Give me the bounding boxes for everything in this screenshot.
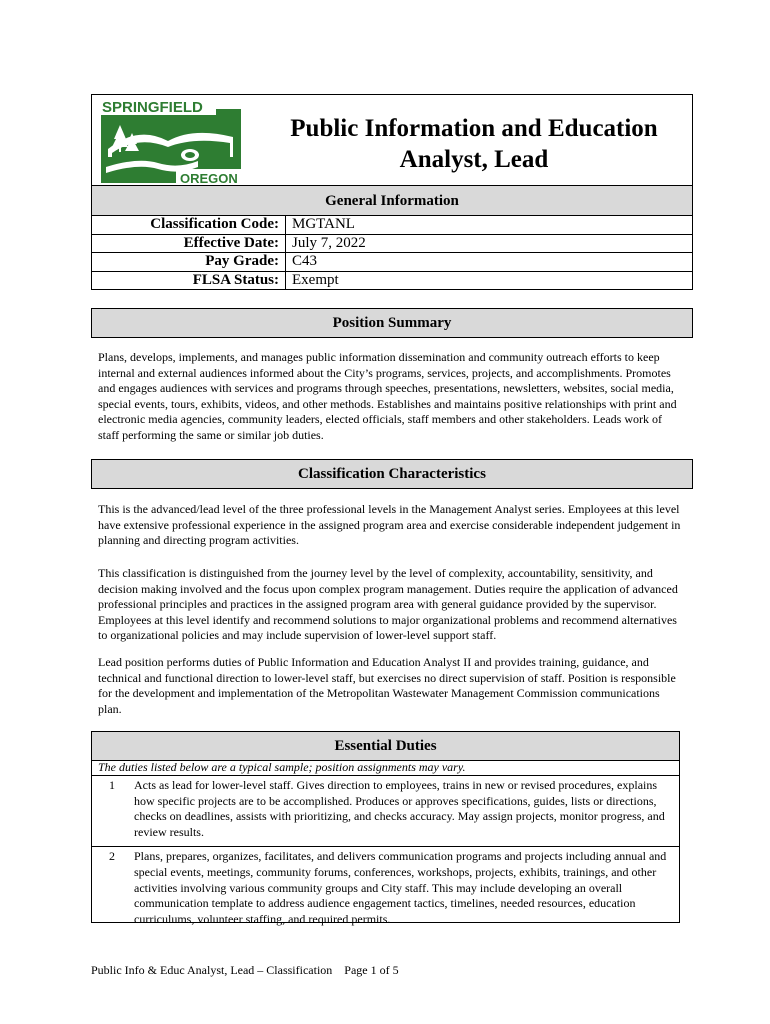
document-title: Public Information and Education Analyst, Lead	[290, 115, 658, 173]
field-label: Classification Code:	[92, 216, 286, 234]
page-number: Page 1 of 5	[344, 963, 399, 977]
field-value: Exempt	[292, 271, 339, 288]
logo-top-text: SPRINGFIELD	[102, 99, 203, 116]
duty-number: 1	[109, 778, 115, 792]
duty-row	[92, 776, 679, 846]
position-summary-heading: Position Summary	[91, 308, 693, 338]
logo-bottom-text: OREGON	[180, 171, 238, 185]
duties-note: The duties listed below are a typical sample; position assignments may vary.	[92, 760, 679, 776]
table-row	[92, 235, 692, 254]
table-row	[92, 216, 692, 235]
essential-duties-heading: Essential Duties	[91, 731, 680, 761]
duty-number: 2	[109, 849, 115, 864]
duty-text: Acts as lead for lower-level staff. Gives direction to employees, trains in new or revised procedures, explains how specific projects are to be accomplished. Produces or approves specifications, guides, lists or directions, checks on deadlines, assists with prioritizing, and checks accuracy. May assign projects, monitor progress, and review results.	[134, 778, 665, 839]
duty-row	[92, 846, 679, 933]
header-box	[91, 94, 693, 186]
essential-duties-table	[91, 760, 680, 926]
general-information-table	[91, 186, 693, 290]
field-value: MGTANL	[292, 216, 355, 232]
page-footer	[91, 963, 399, 978]
field-label: FLSA Status:	[92, 272, 286, 291]
classification-characteristics-heading: Classification Characteristics	[91, 459, 693, 489]
field-label: Effective Date:	[92, 235, 286, 253]
field-value: C43	[292, 253, 318, 269]
duty-text: Plans, prepares, organizes, facilitates, and delivers communication programs and projects including annual and special events, meetings, community forums, conferences, workshops, projects, exhibits, trainings, and other activities involving various community groups and City staff. This may include developing an overall communication template to address audience engagement tactics, timelines, needed resources, education curriculums, volunteer staffing, and required permits.	[134, 849, 667, 926]
springfield-oregon-logo	[98, 97, 248, 185]
characteristics-paragraph: This is the advanced/lead level of the three professional levels in the Management Analyst series. Employees at this level have extensive professional experience in the assigned program area and exercise considerable independent judgement in planning and directing program activities.	[98, 502, 681, 548]
table-row	[92, 253, 692, 272]
position-summary-text: Plans, develops, implements, and manages public information dissemination and community outreach efforts to keep internal and external audiences informed about the City’s programs, services, projects, and accomplishments. Promotes and engages audiences with services and programs through speeches, presentations, newsletters, websites, social media, special events, tours, exhibits, videos, and other methods. Establishes and maintains positive relationships with print and electronic media agencies, community leaders, elected officials, staff members and other stakeholders. Leads work of staff performing the same or similar job duties.	[98, 350, 677, 442]
field-label: Pay Grade:	[92, 253, 286, 271]
field-value: July 7, 2022	[292, 234, 366, 251]
table-row	[92, 272, 692, 291]
general-information-heading: General Information	[92, 186, 692, 216]
footer-title: Public Info & Educ Analyst, Lead – Classification	[91, 963, 333, 977]
characteristics-paragraph: This classification is distinguished from the journey level by the level of complexity, accountability, sensitivity, and decision making involved and the focus upon complex program management. Duties require the application of advanced professional principles and practices in the assigned program area with general guidance provided by the supervisor. Employees at this level identify and recommend solutions to major organizational problems and recommend alternatives to organizational policies and may include supervision of lower-level support staff.	[98, 566, 678, 643]
characteristics-paragraph: Lead position performs duties of Public Information and Education Analyst II and provides training, guidance, and technical and functional direction to lower-level staff, but exercises no direct supervision of staff. Position is responsible for the development and implementation of the Metropolitan Wastewater Management Commission communications plan.	[98, 655, 676, 716]
